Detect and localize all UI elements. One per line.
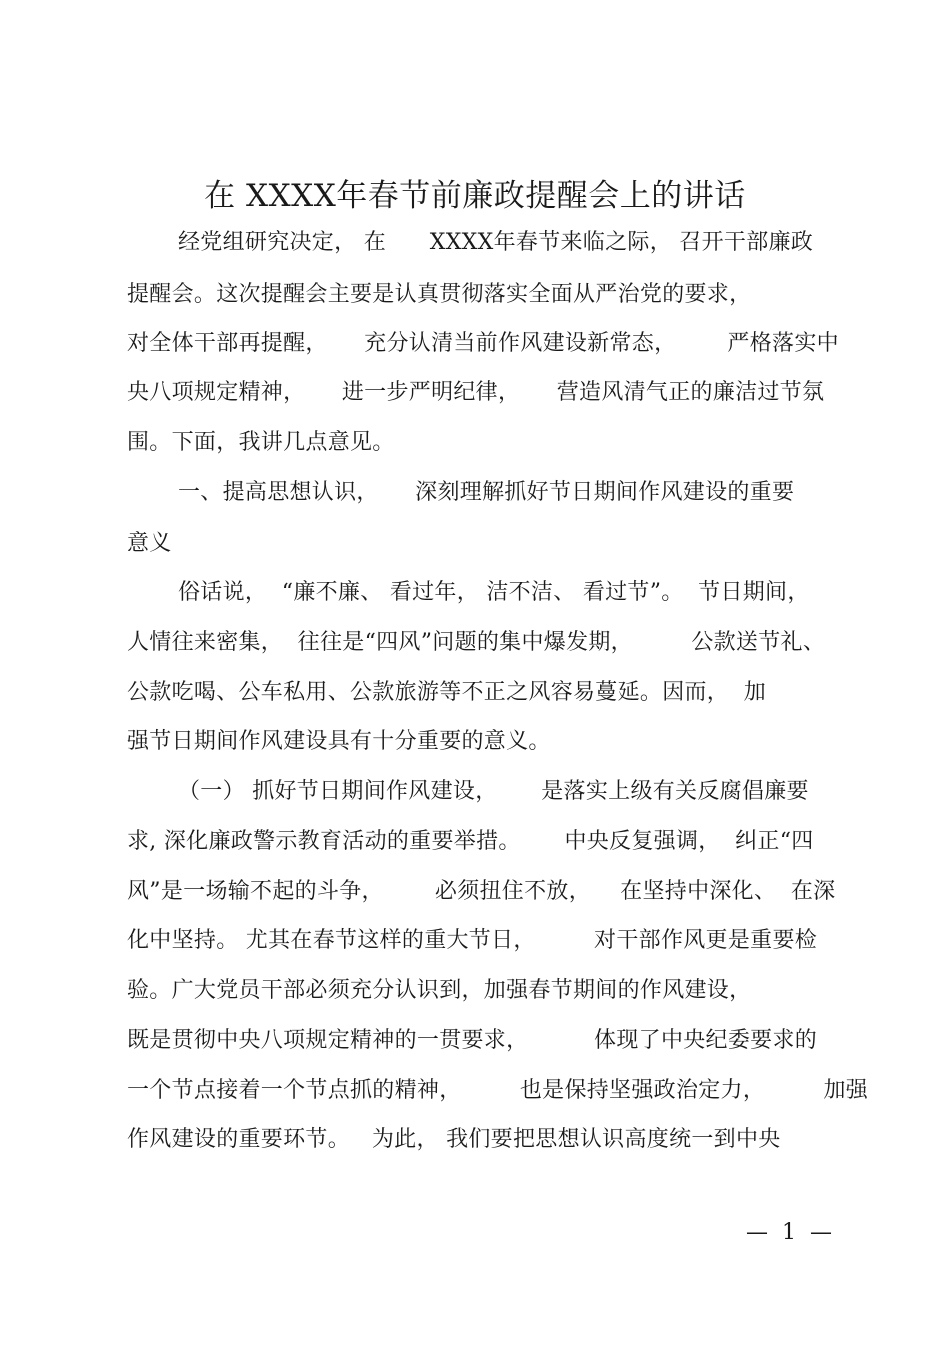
body-line-4: 央八项规定精神， 进一步严明纪律， 营造风清气正的廉洁过节氛 (127, 380, 825, 405)
section-heading-1: 一、提高思想认识， 深刻理解抓好节日期间作风建设的重要 (178, 480, 795, 505)
body-line-16: 验。广大党员干部必须充分认识到，加强春节期间的作风建设， (127, 978, 752, 1003)
body-line-14: 风”是一场输不起的斗争， 必须扭住不放， 在坚持中深化、 在深 (127, 879, 836, 904)
body-line-3: 对全体干部再提醒， 充分认清当前作风建设新常态， 严格落实中 (127, 331, 839, 356)
body-line-5: 围。下面，我讲几点意见。 (127, 430, 395, 455)
body-line-11: 强节日期间作风建设具有十分重要的意义。 (127, 729, 551, 754)
body-line-13: 求, 深化廉政警示教育活动的重要举措。 中央反复强调， 纠正“四 (127, 829, 814, 854)
body-line-15: 化中坚持。 尤其在春节这样的重大节日， 对干部作风更是重要检 (127, 928, 818, 953)
body-line-9: 人情往来密集， 往往是“四风”问题的集中爆发期， 公款送节礼、 (127, 630, 826, 655)
body-line-19: 作风建设的重要环节。 为此， 我们要把思想认识高度统一到中央 (127, 1127, 781, 1152)
body-line-18: 一个节点接着一个节点抓的精神， 也是保持坚强政治定力， 加强 (127, 1078, 869, 1103)
document-title: 在 XXXX年春节前廉政提醒会上的讲话 (204, 178, 746, 214)
body-line-1: 经党组研究决定， 在 XXXX年春节来临之际， 召开干部廉政 (178, 230, 814, 255)
body-line-10: 公款吃喝、公车私用、公款旅游等不正之风容易蔓延。因而， 加 (127, 680, 766, 705)
subsection-line-1: （一） 抓好节日期间作风建设， 是落实上级有关反腐倡廉要 (178, 779, 809, 804)
section-heading-1-cont: 意义 (127, 531, 172, 556)
page-number: — 1 — (746, 1220, 832, 1245)
body-line-8: 俗话说， “廉不廉、 看过年， 洁不洁、 看过节”。 节日期间， (178, 580, 810, 605)
body-line-17: 既是贯彻中央八项规定精神的一贯要求， 体现了中央纪委要求的 (127, 1028, 818, 1053)
body-line-2: 提醒会。这次提醒会主要是认真贯彻落实全面从严治党的要求， (127, 282, 752, 307)
